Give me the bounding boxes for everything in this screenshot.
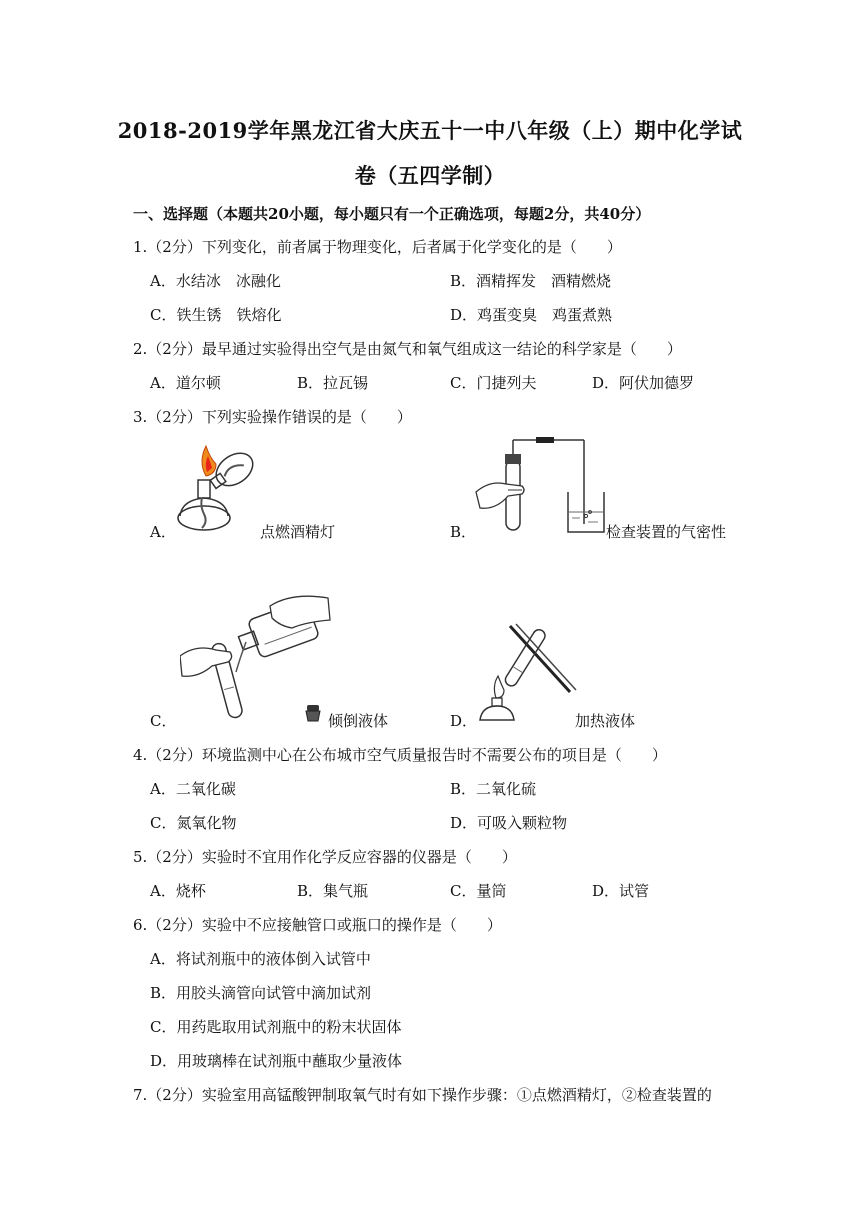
question-3-option-b: B． <box>450 523 477 541</box>
question-5-option-c: C．量筒 <box>450 882 507 900</box>
question-6-option-d: D．用玻璃棒在试剂瓶中蘸取少量液体 <box>150 1052 403 1070</box>
question-3-option-c: C． <box>150 712 177 730</box>
doc-title-line2: 卷（五四学制） <box>354 163 506 188</box>
question-1-stem: 1.（2分）下列变化，前者属于物理变化，后者属于化学变化的是（ ） <box>133 238 622 256</box>
question-3-caption-c: 倾倒液体 <box>328 712 389 730</box>
question-6-option-c: C．用药匙取用试剂瓶中的粉末状固体 <box>150 1018 402 1036</box>
question-1-option-b: B．酒精挥发 酒精燃烧 <box>450 272 612 290</box>
question-4-option-b: B．二氧化硫 <box>450 780 537 798</box>
question-3-stem: 3.（2分）下列实验操作错误的是（ ） <box>133 408 412 426</box>
question-3-option-a: A． <box>150 523 176 541</box>
bottle-stopper-icon <box>304 703 322 723</box>
question-3-caption-d: 加热液体 <box>575 712 636 730</box>
question-4-option-a: A．二氧化碳 <box>150 780 236 798</box>
question-4-option-d: D．可吸入颗粒物 <box>450 814 568 832</box>
question-4-stem: 4.（2分）环境监测中心在公布城市空气质量报告时不需要公布的项目是（ ） <box>133 746 667 764</box>
question-4-option-c: C．氮氧化物 <box>150 814 237 832</box>
question-1-option-d: D．鸡蛋变臭 鸡蛋煮熟 <box>450 306 613 324</box>
question-6-option-a: A．将试剂瓶中的液体倒入试管中 <box>150 950 371 968</box>
question-2-stem: 2.（2分）最早通过实验得出空气是由氮气和氧气组成这一结论的科学家是（ ） <box>133 340 682 358</box>
question-5-stem: 5.（2分）实验时不宜用作化学反应容器的仪器是（ ） <box>133 848 517 866</box>
section-header: 一、选择题（本题共20小题，每小题只有一个正确选项，每题2分，共40分） <box>133 205 651 223</box>
alcohol-lamp-lighting-illustration <box>172 436 262 536</box>
heating-liquid-illustration <box>470 620 580 725</box>
question-1-option-c: C．铁生锈 铁熔化 <box>150 306 282 324</box>
question-5-option-d: D．试管 <box>592 882 650 900</box>
question-1-option-a: A．水结冰 冰融化 <box>150 272 281 290</box>
question-3-caption-b: 检查装置的气密性 <box>606 523 727 541</box>
question-2-option-c: C．门捷列夫 <box>450 374 537 392</box>
question-5-option-a: A．烧杯 <box>150 882 206 900</box>
question-7-stem: 7.（2分）实验室用高锰酸钾制取氧气时有如下操作步骤：①点燃酒精灯，②检查装置的 <box>133 1086 712 1104</box>
question-6-option-b: B．用胶头滴管向试管中滴加试剂 <box>150 984 372 1002</box>
doc-title-line1: 2018-2019学年黑龙江省大庆五十一中八年级（上）期中化学试 <box>117 118 743 143</box>
airtightness-check-illustration <box>472 432 607 534</box>
question-6-stem: 6.（2分）实验中不应接触管口或瓶口的操作是（ ） <box>133 916 502 934</box>
question-2-option-b: B．拉瓦锡 <box>297 374 369 392</box>
question-3-option-d: D． <box>450 712 478 730</box>
question-2-option-d: D．阿伏加德罗 <box>592 374 695 392</box>
question-3-caption-a: 点燃酒精灯 <box>260 523 336 541</box>
question-2-option-a: A．道尔顿 <box>150 374 221 392</box>
question-5-option-b: B．集气瓶 <box>297 882 369 900</box>
